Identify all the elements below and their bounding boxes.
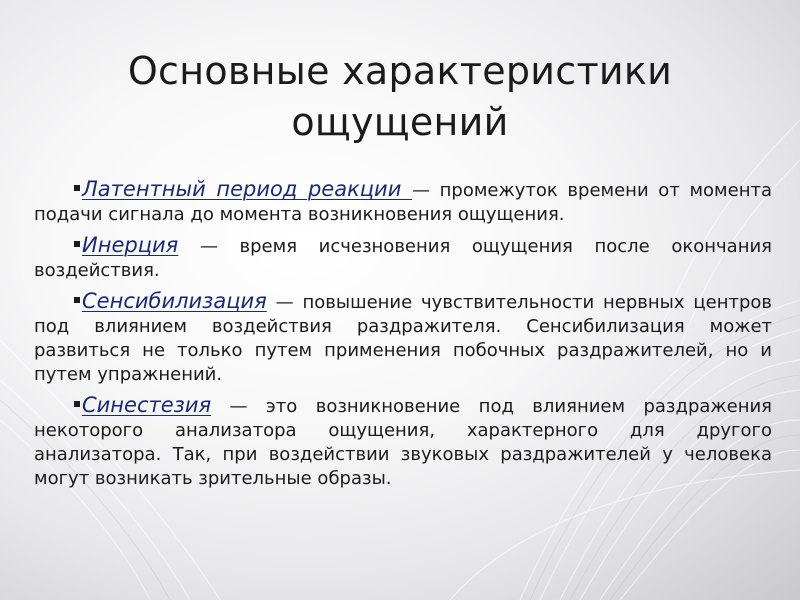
- list-item-inertia: [34, 233, 772, 283]
- definition-synesthesia: — это возникновение под влиянием раздражения некоторого анализатора ощущения, характерного для другого анализатора. Так, при воздействии звуковых раздражителей у человека могут возникать зрительные образы.: [34, 396, 772, 489]
- term-sensitization: Сенсибилизация: [82, 289, 267, 313]
- definition-sensitization: — повышение чувствительности нервных центров под влиянием воздействия раздражителя. Сенсибилизация может развиться не только путем применения побочных раздражителей, но и путем упражнений.: [34, 292, 772, 385]
- list-item-synesthesia: [34, 393, 772, 491]
- list-item-latent-period: [34, 177, 772, 227]
- square-bullet-icon: [74, 297, 80, 303]
- slide-title-line-2: ощущений: [291, 100, 509, 144]
- term-latent-period: Латентный период реакции: [82, 177, 412, 201]
- square-bullet-icon: [74, 185, 80, 191]
- definition-latent-period: — промежуток времени от момента подачи сигнала до момента возникновения ощущения.: [34, 180, 772, 225]
- term-inertia: Инерция: [82, 233, 179, 257]
- term-synesthesia: Синестезия: [82, 393, 212, 417]
- slide-title-line-1: Основные характеристики: [127, 49, 673, 93]
- bullet-list: [34, 177, 772, 497]
- definition-inertia: — время исчезновения ощущения после окончания воздействия.: [34, 236, 772, 281]
- square-bullet-icon: [74, 401, 80, 407]
- square-bullet-icon: [74, 241, 80, 247]
- list-item-sensitization: [34, 289, 772, 387]
- slide-title: [40, 46, 760, 148]
